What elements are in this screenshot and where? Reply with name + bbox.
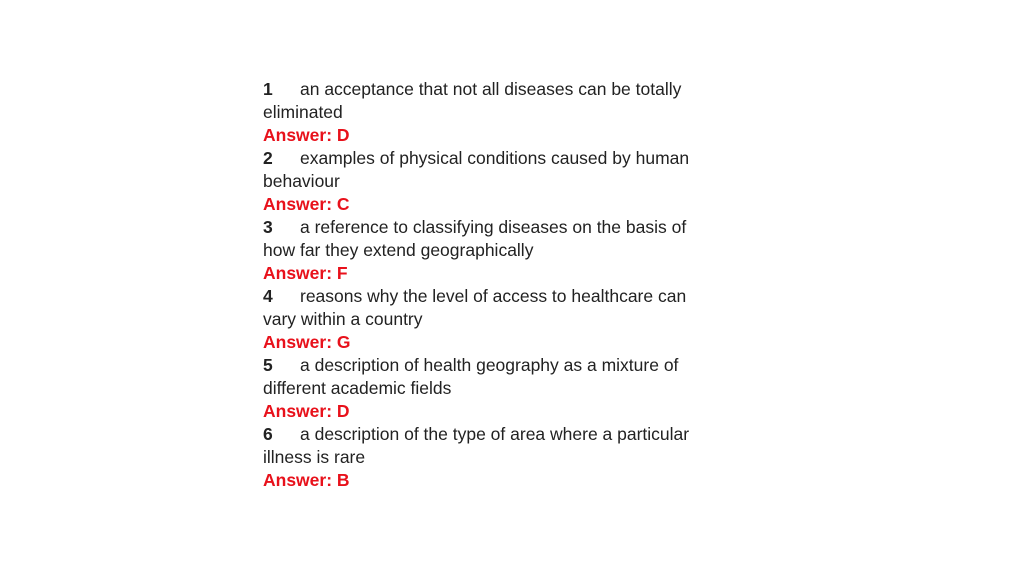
question-text: a reference to classifying diseases on the basis of <box>300 217 687 237</box>
question-text: a description of the type of area where a particular <box>300 424 690 444</box>
question-first-line <box>263 78 738 101</box>
question-text-continued: how far they extend geographically <box>263 240 534 260</box>
question-text: an acceptance that not all diseases can be totally <box>300 79 682 99</box>
question-text: reasons why the level of access to healthcare can <box>300 286 687 306</box>
question-number: 3 <box>263 217 273 237</box>
question-item-3 <box>263 216 738 285</box>
answer-label: Answer: F <box>263 263 348 283</box>
question-number: 6 <box>263 424 273 444</box>
question-item-1 <box>263 78 738 147</box>
answer-label: Answer: G <box>263 332 351 352</box>
answer-label: Answer: C <box>263 194 350 214</box>
question-item-2 <box>263 147 738 216</box>
question-list <box>263 78 738 492</box>
answer-label: Answer: D <box>263 401 350 421</box>
question-item-4 <box>263 285 738 354</box>
question-first-line <box>263 285 738 308</box>
question-number: 1 <box>263 79 273 99</box>
question-number: 2 <box>263 148 273 168</box>
question-number: 5 <box>263 355 273 375</box>
question-item-6 <box>263 423 738 492</box>
question-first-line <box>263 216 738 239</box>
answer-label: Answer: D <box>263 125 350 145</box>
question-text: examples of physical conditions caused by human <box>300 148 690 168</box>
question-text-continued: eliminated <box>263 102 343 122</box>
question-text: a description of health geography as a mixture of <box>300 355 679 375</box>
answer-label: Answer: B <box>263 470 350 490</box>
question-first-line <box>263 354 738 377</box>
question-first-line <box>263 423 738 446</box>
question-text-continued: illness is rare <box>263 447 366 467</box>
question-number: 4 <box>263 286 273 306</box>
question-text-continued: different academic fields <box>263 378 452 398</box>
question-first-line <box>263 147 738 170</box>
question-text-continued: vary within a country <box>263 309 423 329</box>
question-text-continued: behaviour <box>263 171 340 191</box>
question-item-5 <box>263 354 738 423</box>
